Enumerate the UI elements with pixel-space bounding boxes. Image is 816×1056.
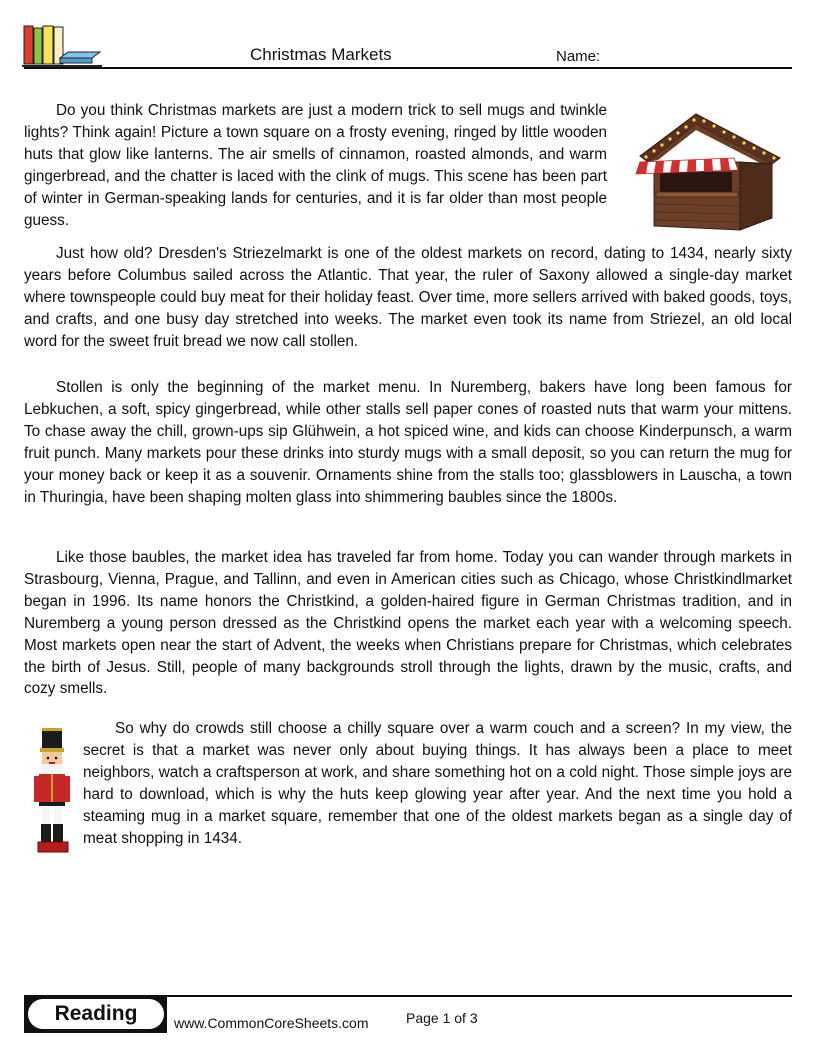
paragraph-2: Just how old? Dresden's Striezelmarkt is one of the oldest markets on record, dating to 1434, nearly sixty years before Columbus sailed across the Atlantic. That year, the ruler of Saxony allowed a single-day market where townspeople could buy meat for their holiday feast. Over time, more sellers arrived with baked goods, toys, and crafts, and one busy day stretched into weeks. The market even took its name from Striezel, an old local word for the sweet fruit bread we now call stollen. — [24, 245, 792, 350]
website-link[interactable]: www.CommonCoreSheets.com — [174, 1015, 369, 1031]
name-label: Name: — [556, 48, 601, 65]
paragraph-4: Like those baubles, the market idea has traveled far from home. Today you can wander through markets in Strasbourg, Vienna, Prague, and Tallinn, and even in American cities such as Chicago, whose Christkindlmarket began in 1996. Its name honors the Christkind, a golden-haired figure in German Christmas tradition, and in Nuremberg a young person dressed as the Christkind opens the market each year with a welcoming speech. Most markets open near the start of Advent, the weeks when Christians prepare for Christmas, which celebrates the birth of Jesus. Still, people of many backgrounds stroll through the lights, drawn by the music, crafts, and cozy smells. — [24, 549, 792, 698]
page-number: Page 1 of 3 — [406, 1010, 478, 1026]
page-title: Christmas Markets — [250, 45, 392, 64]
header-divider — [24, 67, 792, 69]
reading-badge-label: Reading — [54, 1002, 138, 1025]
paragraph-3: Stollen is only the beginning of the market menu. In Nuremberg, bakers have long been famous for Lebkuchen, a soft, spicy gingerbread, while other stalls sell paper cones of roasted nuts that warm your mittens. To chase away the chill, grown-ups sip Glühwein, a hot spiced wine, and kids can choose Kinderpunsch, a warm fruit punch. Many markets pour these drinks into sturdy mugs with a small deposit, so you can return the mug for your money back or keep it as a souvenir. Ornaments shine from the stalls too; glassblowers in Lauscha, a town in Thuringia, have been shaping molten glass into shimmering baubles since the 1800s. — [24, 379, 792, 506]
paragraph-1: Do you think Christmas markets are just a modern trick to sell mugs and twinkle lights? Think again! Picture a town square on a frosty evening, ringed by little wooden huts that glow like lanterns. The air smells of cinnamon, roasted almonds, and warm gingerbread, and the chatter is laced with the clink of mugs. This scene has been part of winter in German-speaking lands for centuries, and it is far older than most people guess. — [24, 102, 607, 229]
nutcracker-icon — [30, 724, 76, 856]
paragraph-5: So why do crowds still choose a chilly square over a warm couch and a screen? In my view, the secret is that a market was never only about buying things. It has always been a place to meet neighbors, watch a craftsperson at work, and share something hot on a cold night. Those simple joys are hard to download, which is why the huts keep glowing year after year. And the next time you hold a steaming mug in a market square, remember that one of the oldest markets began as a single day of meat shopping in 1434. — [83, 720, 792, 847]
books-logo-icon — [22, 24, 102, 68]
market-hut-icon — [634, 108, 782, 232]
